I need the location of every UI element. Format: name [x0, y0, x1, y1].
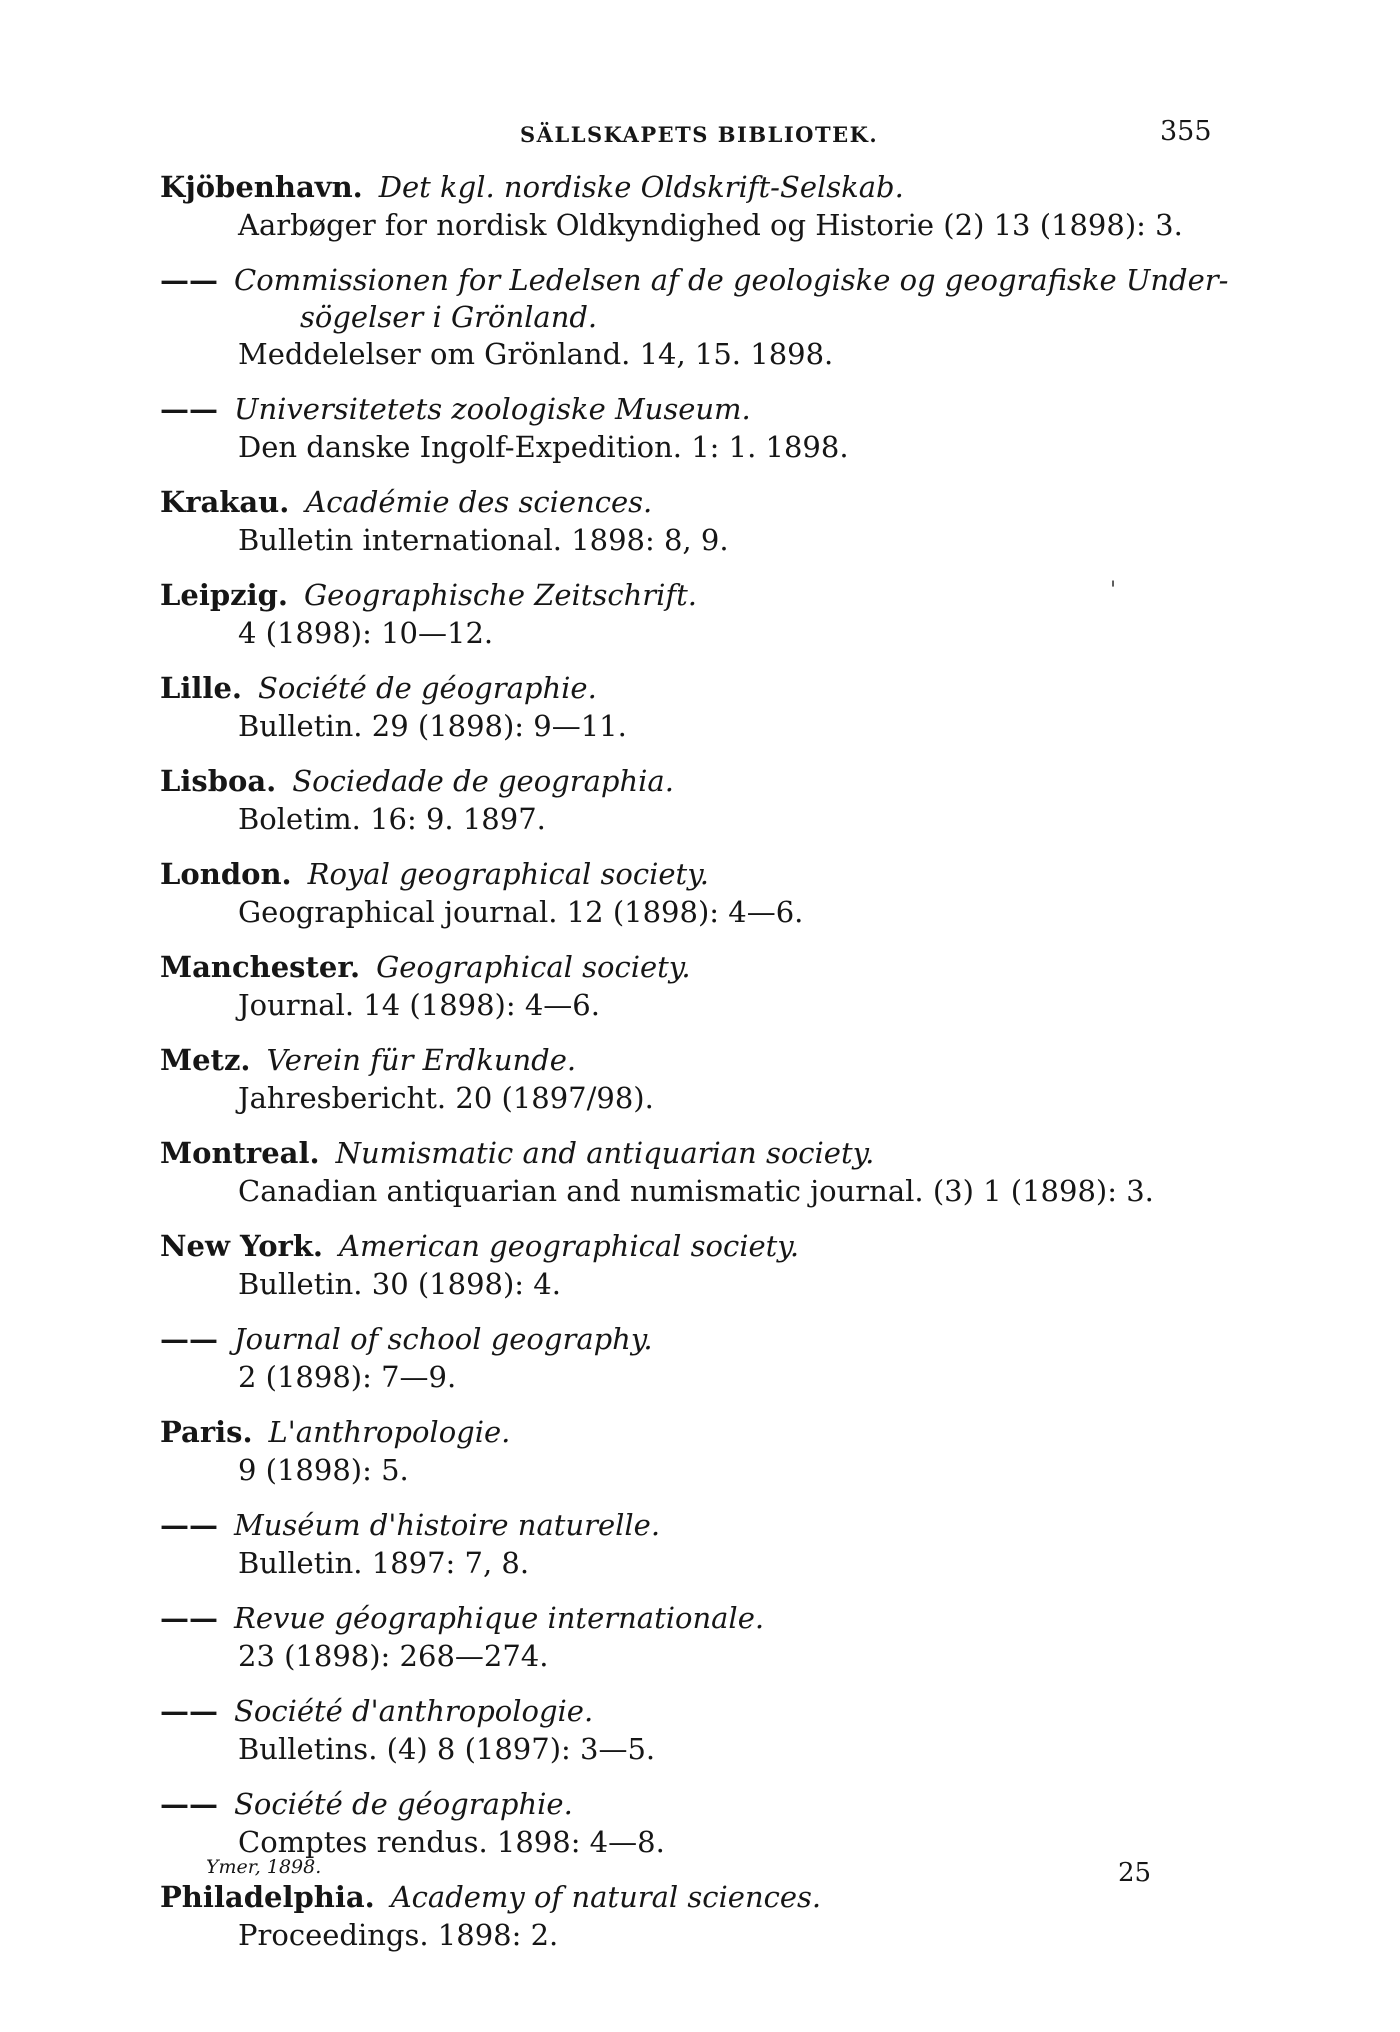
- entry-society: Geographische Zeitschrift.: [304, 578, 697, 612]
- entry-society: Geographical society.: [376, 950, 691, 984]
- entry-publication: Bulletin international. 1898: 8, 9.: [238, 523, 729, 557]
- entry-city: Leipzig.: [160, 578, 288, 612]
- entry-city: Paris.: [160, 1415, 253, 1449]
- entry-society: Verein für Erdkunde.: [266, 1043, 577, 1077]
- entry: [160, 1227, 1260, 1303]
- entry-society: Numismatic and antiquarian society.: [335, 1136, 875, 1170]
- entry: [160, 1599, 1260, 1675]
- entry: [160, 1320, 1260, 1396]
- entry-city: Philadelphia.: [160, 1880, 375, 1914]
- entry: [160, 1692, 1260, 1768]
- entry-heading: [160, 483, 1260, 521]
- entry: [160, 390, 1260, 466]
- entry: [160, 1785, 1260, 1861]
- entry-city: Kjöbenhavn.: [160, 170, 363, 204]
- footer-signature: Ymer, 1898.: [206, 1856, 322, 1878]
- entry-heading: [160, 1878, 1260, 1916]
- entry: [160, 1878, 1260, 1954]
- entry-publication: Proceedings. 1898: 2.: [238, 1918, 559, 1952]
- entry-society: Commissionen for Ledelsen af de geologiske og geografiske Under-: [234, 263, 1229, 297]
- entry-society: Revue géographique internationale.: [234, 1601, 765, 1635]
- entry-publication: Comptes rendus. 1898: 4—8.: [238, 1825, 665, 1859]
- entry-publication: Journal. 14 (1898): 4—6.: [238, 988, 600, 1022]
- entry: [160, 168, 1260, 244]
- entry-publication: Bulletin. 30 (1898): 4.: [238, 1267, 561, 1301]
- entry-city: New York.: [160, 1229, 324, 1263]
- entry-heading: [160, 762, 1260, 800]
- library-entries-list: [160, 168, 1260, 1971]
- entry-heading: [160, 1227, 1260, 1265]
- entry-heading: [160, 1506, 1260, 1544]
- entry-heading: [160, 261, 1260, 299]
- entry-city: Montreal.: [160, 1136, 320, 1170]
- entry: [160, 948, 1260, 1024]
- stray-mark: ': [1110, 578, 1117, 603]
- entry-society: Société de géographie.: [258, 671, 597, 705]
- entry: [160, 669, 1260, 745]
- entry-city: Lille.: [160, 671, 242, 705]
- entry-heading: [160, 948, 1260, 986]
- entry-city: ——: [160, 1322, 218, 1356]
- entry-society: L'anthropologie.: [268, 1415, 511, 1449]
- entry: [160, 483, 1260, 559]
- entry-society: Muséum d'histoire naturelle.: [234, 1508, 661, 1542]
- entry-publication: Canadian antiquarian and numismatic journal. (3) 1 (1898): 3.: [238, 1174, 1154, 1208]
- entry: [160, 261, 1260, 373]
- page-number: 355: [1160, 116, 1212, 147]
- entry-society: Universitetets zoologiske Museum.: [234, 392, 751, 426]
- entry-heading: [160, 1785, 1260, 1823]
- entry-city: ——: [160, 1508, 218, 1542]
- entry: [160, 576, 1260, 652]
- entry-publication: Bulletin. 1897: 7, 8.: [238, 1546, 530, 1580]
- entry-heading: [160, 1692, 1260, 1730]
- entry-city: ——: [160, 263, 218, 297]
- entry-city: ——: [160, 392, 218, 426]
- entry: [160, 1506, 1260, 1582]
- entry-heading: [160, 576, 1260, 614]
- entry-society: Société d'anthropologie.: [234, 1694, 594, 1728]
- entry-city: ——: [160, 1601, 218, 1635]
- entry-society: Journal of school geography.: [234, 1322, 653, 1356]
- entry: [160, 855, 1260, 931]
- entry-heading: [160, 390, 1260, 428]
- entry-society: Société de géographie.: [234, 1787, 573, 1821]
- entry-city: Manchester.: [160, 950, 361, 984]
- entry-heading: [160, 168, 1260, 206]
- entry-society: Royal geographical society.: [307, 857, 709, 891]
- entry-publication: Aarbøger for nordisk Oldkyndighed og Historie (2) 13 (1898): 3.: [238, 208, 1183, 242]
- entry-heading: [160, 1320, 1260, 1358]
- entry-heading: [160, 1413, 1260, 1451]
- entry-publication: Bulletin. 29 (1898): 9—11.: [238, 709, 627, 743]
- entry-publication: Bulletins. (4) 8 (1897): 3—5.: [238, 1732, 656, 1766]
- entry-publication: Jahresbericht. 20 (1897/98).: [238, 1081, 654, 1115]
- entry: [160, 1134, 1260, 1210]
- entry-society: Academy of natural sciences.: [390, 1880, 822, 1914]
- entry-publication: 23 (1898): 268—274.: [238, 1639, 549, 1673]
- entry-publication: Meddelelser om Grönland. 14, 15. 1898.: [238, 337, 834, 371]
- entry-publication: Geographical journal. 12 (1898): 4—6.: [238, 895, 804, 929]
- running-head: SÄLLSKAPETS BIBLIOTEK.: [520, 122, 879, 147]
- entry-city: Lisboa.: [160, 764, 277, 798]
- entry: [160, 762, 1260, 838]
- entry-heading: [160, 669, 1260, 707]
- entry-city: Krakau.: [160, 485, 290, 519]
- entry-city: London.: [160, 857, 292, 891]
- entry-city: Metz.: [160, 1043, 251, 1077]
- entry: [160, 1041, 1260, 1117]
- entry-heading: [160, 1599, 1260, 1637]
- entry-heading: [160, 855, 1260, 893]
- footer-sheet-number: 25: [1118, 1858, 1152, 1888]
- entry: [160, 1413, 1260, 1489]
- entry-publication: 4 (1898): 10—12.: [238, 616, 494, 650]
- entry-publication: 9 (1898): 5.: [238, 1453, 409, 1487]
- entry-society: Sociedade de geographia.: [292, 764, 674, 798]
- entry-society-continued: sögelser i Grönland.: [300, 300, 598, 334]
- entry-society: Det kgl. nordiske Oldskrift-Selskab.: [378, 170, 904, 204]
- entry-society: American geographical society.: [339, 1229, 800, 1263]
- entry-city: ——: [160, 1694, 218, 1728]
- entry-publication: Boletim. 16: 9. 1897.: [238, 802, 546, 836]
- entry-publication: 2 (1898): 7—9.: [238, 1360, 457, 1394]
- entry-city: ——: [160, 1787, 218, 1821]
- entry-publication: Den danske Ingolf-Expedition. 1: 1. 1898.: [238, 430, 849, 464]
- entry-heading: [160, 1041, 1260, 1079]
- entry-heading: [160, 1134, 1260, 1172]
- entry-society: Académie des sciences.: [305, 485, 653, 519]
- page-header: [0, 112, 1400, 152]
